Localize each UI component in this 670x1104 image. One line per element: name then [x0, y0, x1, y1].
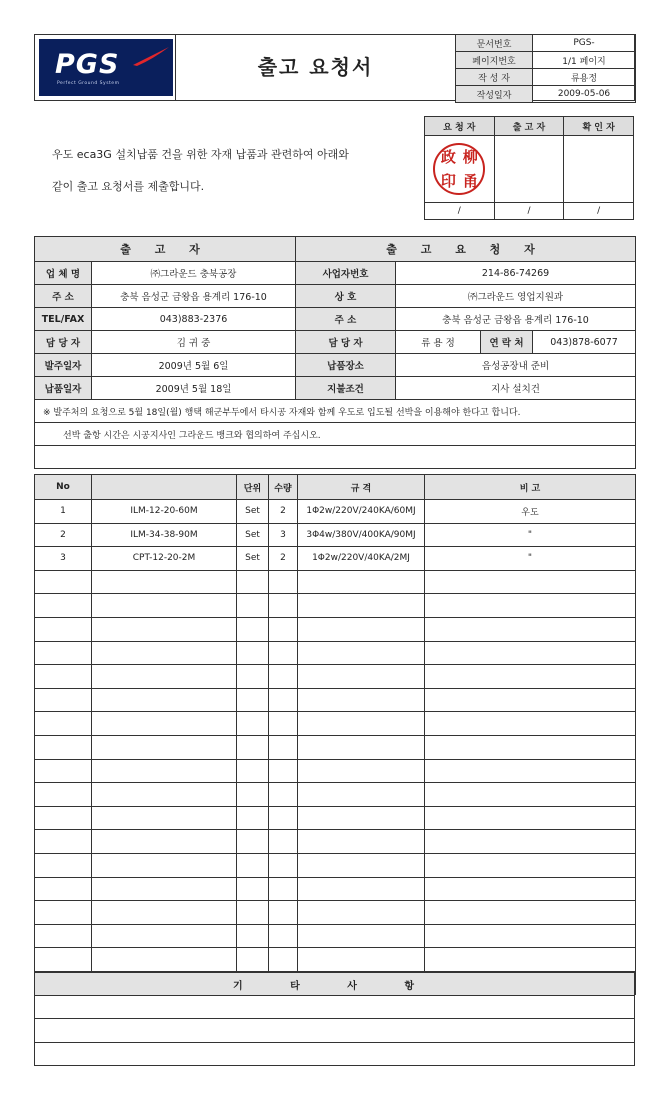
info-blank-row	[35, 446, 636, 469]
empty-cell	[35, 570, 92, 594]
remarks-line	[35, 996, 635, 1019]
empty-table-row	[35, 948, 636, 972]
remarks-heading: 기 타 사 항	[35, 973, 635, 996]
remarks-table-body	[35, 973, 635, 1066]
empty-table-row	[35, 617, 636, 641]
empty-cell	[237, 594, 269, 618]
table-row	[35, 547, 636, 571]
empty-table-row	[35, 783, 636, 807]
info-row	[35, 262, 636, 285]
col-header-remark: 비 고	[425, 475, 636, 500]
info-row	[35, 377, 636, 400]
approval-date-confirmer: /	[564, 203, 634, 220]
logo-swoosh-icon	[131, 45, 171, 67]
meta-label: 작 성 자	[456, 69, 533, 86]
empty-cell	[269, 924, 298, 948]
items-table-body	[35, 475, 636, 995]
empty-cell	[298, 853, 425, 877]
remarks-table	[34, 972, 635, 1066]
delivery-place-label: 납품장소	[296, 354, 396, 377]
bizno-value: 214-86-74269	[396, 262, 636, 285]
contact-label: 연 락 처	[481, 331, 533, 354]
approval-date-requester: /	[425, 203, 495, 220]
delivery-date-label: 납품일자	[35, 377, 92, 400]
empty-cell	[92, 759, 237, 783]
req-manager-value: 류 용 정	[396, 331, 481, 354]
info-section-row	[35, 237, 636, 262]
info-row	[35, 285, 636, 308]
cell-unit: Set	[237, 523, 269, 547]
table-row	[35, 523, 636, 547]
empty-cell	[298, 924, 425, 948]
empty-cell	[298, 688, 425, 712]
empty-cell	[425, 688, 636, 712]
empty-table-row	[35, 594, 636, 618]
col-header-unit: 단위	[237, 475, 269, 500]
empty-cell	[237, 688, 269, 712]
empty-cell	[92, 594, 237, 618]
blank-cell	[35, 446, 636, 469]
empty-cell	[425, 617, 636, 641]
empty-table-row	[35, 853, 636, 877]
empty-cell	[35, 901, 92, 925]
cell-no: 1	[35, 500, 92, 524]
empty-cell	[92, 924, 237, 948]
empty-cell	[35, 853, 92, 877]
empty-cell	[35, 948, 92, 972]
empty-table-row	[35, 641, 636, 665]
empty-cell	[35, 617, 92, 641]
empty-cell	[35, 830, 92, 854]
empty-cell	[269, 853, 298, 877]
manager-value: 김 귀 중	[92, 331, 296, 354]
payment-label: 지불조건	[296, 377, 396, 400]
req-address-label: 주 소	[296, 308, 396, 331]
contact-value: 043)878-6077	[533, 331, 636, 354]
table-row	[35, 500, 636, 524]
meta-row-doc-number	[456, 35, 636, 52]
empty-cell	[237, 665, 269, 689]
items-table	[34, 474, 636, 995]
stamp-char: 甬	[462, 172, 478, 190]
empty-cell	[425, 665, 636, 689]
remarks-cell	[35, 996, 635, 1019]
col-header-name	[92, 475, 237, 500]
cell-remark: "	[425, 547, 636, 571]
delivery-place-value: 음성공장내 준비	[396, 354, 636, 377]
empty-cell	[298, 735, 425, 759]
empty-table-row	[35, 924, 636, 948]
empty-cell	[35, 712, 92, 736]
empty-cell	[92, 641, 237, 665]
empty-cell	[92, 570, 237, 594]
empty-cell	[35, 806, 92, 830]
seal-stamp-icon	[433, 143, 485, 195]
empty-cell	[237, 712, 269, 736]
address-label: 주 소	[35, 285, 92, 308]
empty-cell	[298, 877, 425, 901]
empty-cell	[425, 712, 636, 736]
empty-cell	[92, 665, 237, 689]
empty-cell	[298, 570, 425, 594]
empty-cell	[269, 783, 298, 807]
note-line-2: 선박 출항 시간은 시공지사인 그라운드 뱅크와 협의하여 주십시오.	[35, 423, 636, 446]
cell-no: 3	[35, 547, 92, 571]
empty-cell	[237, 877, 269, 901]
order-date-label: 발주일자	[35, 354, 92, 377]
meta-value: 류용정	[533, 69, 636, 86]
approval-header-row	[425, 117, 634, 136]
manager-label: 담 당 자	[35, 331, 92, 354]
empty-cell	[425, 570, 636, 594]
info-row	[35, 331, 636, 354]
empty-cell	[298, 759, 425, 783]
approval-date-shipper: /	[494, 203, 564, 220]
meta-value: PGS-	[533, 35, 636, 52]
empty-cell	[269, 759, 298, 783]
empty-cell	[35, 783, 92, 807]
empty-cell	[269, 641, 298, 665]
requester-heading: 출 고 요 청 자	[296, 237, 636, 262]
empty-cell	[237, 924, 269, 948]
empty-cell	[237, 735, 269, 759]
empty-cell	[269, 617, 298, 641]
approval-header-confirmer: 확 인 자	[564, 117, 634, 136]
empty-cell	[425, 594, 636, 618]
company-label: 업 체 명	[35, 262, 92, 285]
info-note-row	[35, 423, 636, 446]
empty-table-row	[35, 901, 636, 925]
logo-text: PGS	[55, 49, 120, 80]
approval-sign-confirmer	[564, 136, 634, 203]
empty-cell	[269, 806, 298, 830]
bizno-label: 사업자번호	[296, 262, 396, 285]
col-header-qty: 수량	[269, 475, 298, 500]
empty-cell	[298, 806, 425, 830]
empty-cell	[425, 641, 636, 665]
document-header	[34, 34, 635, 101]
empty-table-row	[35, 665, 636, 689]
empty-cell	[269, 665, 298, 689]
empty-cell	[298, 948, 425, 972]
empty-cell	[425, 901, 636, 925]
intro-line-1: 우도 eca3G 설치납품 건을 위한 자재 납품과 관련하여 아래와	[52, 148, 349, 161]
cell-remark: 우도	[425, 500, 636, 524]
logo-tagline: Perfect Ground System	[57, 81, 120, 86]
approval-box	[424, 116, 634, 220]
empty-cell	[92, 948, 237, 972]
empty-cell	[237, 617, 269, 641]
empty-cell	[269, 594, 298, 618]
empty-cell	[92, 877, 237, 901]
meta-value: 1/1 페이지	[533, 52, 636, 69]
empty-cell	[237, 806, 269, 830]
remarks-line	[35, 1042, 635, 1065]
empty-cell	[425, 806, 636, 830]
empty-cell	[269, 735, 298, 759]
delivery-date-value: 2009년 5월 18일	[92, 377, 296, 400]
remarks-cell	[35, 1042, 635, 1065]
empty-cell	[92, 853, 237, 877]
cell-name: ILM-34-38-90M	[92, 523, 237, 547]
order-date-value: 2009년 5월 6일	[92, 354, 296, 377]
meta-value: 2009-05-06	[533, 86, 636, 103]
approval-sign-row	[425, 136, 634, 203]
telfax-label: TEL/FAX	[35, 308, 92, 331]
meta-row-author	[456, 69, 636, 86]
empty-table-row	[35, 877, 636, 901]
cell-name: ILM-12-20-60M	[92, 500, 237, 524]
cell-spec: 1Φ2w/220V/240KA/60MJ	[298, 500, 425, 524]
shipping-info-table	[34, 236, 636, 469]
trade-label: 상 호	[296, 285, 396, 308]
empty-cell	[269, 948, 298, 972]
empty-cell	[269, 712, 298, 736]
empty-cell	[237, 641, 269, 665]
cell-spec: 1Φ2w/220V/40KA/2MJ	[298, 547, 425, 571]
empty-cell	[92, 735, 237, 759]
empty-cell	[298, 830, 425, 854]
empty-cell	[237, 570, 269, 594]
empty-cell	[269, 877, 298, 901]
meta-label: 문서번호	[456, 35, 533, 52]
empty-cell	[298, 783, 425, 807]
approval-sign-shipper	[494, 136, 564, 203]
empty-cell	[237, 759, 269, 783]
empty-cell	[35, 735, 92, 759]
stamp-char: 政	[440, 148, 456, 166]
empty-table-row	[35, 830, 636, 854]
empty-cell	[425, 783, 636, 807]
empty-cell	[35, 924, 92, 948]
stamp-char: 印	[440, 172, 456, 190]
company-logo	[39, 39, 173, 96]
empty-cell	[425, 759, 636, 783]
col-header-no: No	[35, 475, 92, 500]
empty-table-row	[35, 712, 636, 736]
col-header-spec: 규 격	[298, 475, 425, 500]
cell-no: 2	[35, 523, 92, 547]
approval-date-row	[425, 203, 634, 220]
empty-cell	[298, 594, 425, 618]
trade-value: ㈜그라운드 영업지원과	[396, 285, 636, 308]
meta-row-date	[456, 86, 636, 103]
cell-name: CPT-12-20-2M	[92, 547, 237, 571]
empty-cell	[35, 759, 92, 783]
empty-cell	[425, 924, 636, 948]
empty-cell	[35, 877, 92, 901]
empty-table-row	[35, 688, 636, 712]
empty-cell	[35, 594, 92, 618]
cell-unit: Set	[237, 547, 269, 571]
empty-cell	[298, 665, 425, 689]
empty-cell	[35, 641, 92, 665]
info-note-row	[35, 400, 636, 423]
info-row	[35, 308, 636, 331]
approval-sign-requester	[425, 136, 495, 203]
empty-cell	[92, 806, 237, 830]
cell-qty: 2	[269, 500, 298, 524]
empty-cell	[92, 901, 237, 925]
empty-table-row	[35, 759, 636, 783]
req-manager-label: 담 당 자	[296, 331, 396, 354]
empty-cell	[237, 948, 269, 972]
empty-cell	[298, 712, 425, 736]
empty-cell	[298, 641, 425, 665]
intro-line-2: 같이 출고 요청서를 제출합니다.	[52, 180, 205, 193]
cell-unit: Set	[237, 500, 269, 524]
note-line-1: ※ 발주처의 요청으로 5월 18일(월) 행택 해군부두에서 타시공 자재와 함께 우도로 입도될 선박을 이용해야 한다고 합니다.	[35, 400, 636, 423]
company-value: ㈜그라운드 충북공장	[92, 262, 296, 285]
approval-header-requester: 요 청 자	[425, 117, 495, 136]
empty-cell	[425, 948, 636, 972]
empty-cell	[269, 901, 298, 925]
cell-spec: 3Φ4w/380V/400KA/90MJ	[298, 523, 425, 547]
cell-qty: 2	[269, 547, 298, 571]
empty-cell	[92, 830, 237, 854]
cell-remark: "	[425, 523, 636, 547]
telfax-value: 043)883-2376	[92, 308, 296, 331]
empty-cell	[298, 617, 425, 641]
empty-cell	[269, 830, 298, 854]
empty-cell	[92, 688, 237, 712]
req-address-value: 충북 음성군 금왕읍 용계리 176-10	[396, 308, 636, 331]
empty-cell	[237, 853, 269, 877]
remarks-header-row	[35, 973, 635, 996]
payment-value: 지사 설치건	[396, 377, 636, 400]
document-meta-table	[455, 34, 636, 103]
empty-cell	[35, 665, 92, 689]
document-title: 출고 요청서	[175, 35, 455, 100]
shipper-heading: 출 고 자	[35, 237, 296, 262]
approval-header-shipper: 출 고 자	[494, 117, 564, 136]
empty-cell	[92, 783, 237, 807]
remarks-cell	[35, 1019, 635, 1042]
empty-cell	[425, 877, 636, 901]
empty-cell	[425, 830, 636, 854]
empty-cell	[298, 901, 425, 925]
empty-cell	[237, 901, 269, 925]
empty-cell	[269, 570, 298, 594]
empty-cell	[35, 688, 92, 712]
items-header-row	[35, 475, 636, 500]
empty-table-row	[35, 806, 636, 830]
empty-cell	[269, 688, 298, 712]
empty-table-row	[35, 570, 636, 594]
meta-row-page-number	[456, 52, 636, 69]
cell-qty: 3	[269, 523, 298, 547]
empty-cell	[92, 617, 237, 641]
empty-table-row	[35, 735, 636, 759]
meta-label: 작성일자	[456, 86, 533, 103]
info-row	[35, 354, 636, 377]
address-value: 충북 음성군 금왕읍 용계리 176-10	[92, 285, 296, 308]
empty-cell	[237, 830, 269, 854]
remarks-line	[35, 1019, 635, 1042]
empty-cell	[425, 853, 636, 877]
empty-cell	[425, 735, 636, 759]
empty-cell	[92, 712, 237, 736]
empty-cell	[237, 783, 269, 807]
stamp-char: 柳	[462, 148, 478, 166]
meta-label: 페이지번호	[456, 52, 533, 69]
